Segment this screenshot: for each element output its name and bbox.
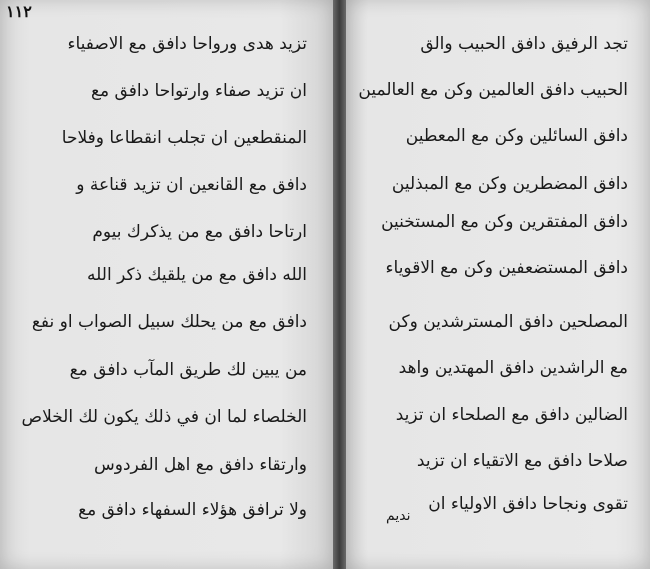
right-line-4: دافق المضطرين وكن مع المبذلين <box>391 174 628 194</box>
page-number: ١١٢ <box>6 2 32 21</box>
right-line-1: تجد الرفيق دافق الحبيب والق <box>420 34 628 54</box>
left-line-1: تزيد هدى ورواحا دافق مع الاصفياء <box>67 34 307 54</box>
right-line-10: صلاحا دافق مع الاتقياء ان تزيد <box>416 451 628 471</box>
left-line-2: ان تزيد صفاء وارتواحا دافق مع <box>90 81 307 101</box>
left-line-8: من يبين لك طريق المآب دافق مع <box>69 360 307 380</box>
left-line-10: وارتقاء دافق مع اهل الفردوس <box>94 455 307 475</box>
left-line-6: الله دافق مع من يلقيك ذكر الله <box>87 265 307 285</box>
left-line-11: ولا ترافق هؤلاء السفهاء دافق مع <box>78 500 307 520</box>
right-line-9: الضالين دافق مع الصلحاء ان تزيد <box>395 405 628 425</box>
right-line-3: دافق السائلين وكن مع المعطين <box>405 126 628 146</box>
right-line-6: دافق المستضعفين وكن مع الاقوياء <box>385 258 628 278</box>
signature-mark: نديم <box>386 508 411 524</box>
left-line-5: ارتاحا دافق مع من يذكرك بيوم <box>92 222 307 242</box>
right-line-8: مع الراشدين دافق المهتدين واهد <box>398 358 628 378</box>
right-line-2: الحبيب دافق العالمين وكن مع العالمين <box>358 80 628 100</box>
right-line-7: المصلحين دافق المسترشدين وكن <box>388 312 628 332</box>
left-line-9: الخلصاء لما ان في ذلك يكون لك الخلاص <box>21 407 307 427</box>
left-line-3: المنقطعين ان تجلب انقطاعا وفلاحا <box>61 128 307 148</box>
left-line-4: دافق مع القانعين ان تزيد قناعة و <box>76 175 307 195</box>
right-line-11: تقوى ونجاحا دافق الاولياء ان <box>428 494 628 514</box>
left-line-7: دافق مع من يحلك سبيل الصواب او نفع <box>31 312 307 332</box>
right-line-5: دافق المفتقرين وكن مع المستخنين <box>381 212 628 232</box>
book-gutter <box>333 0 346 569</box>
right-page <box>346 0 650 569</box>
